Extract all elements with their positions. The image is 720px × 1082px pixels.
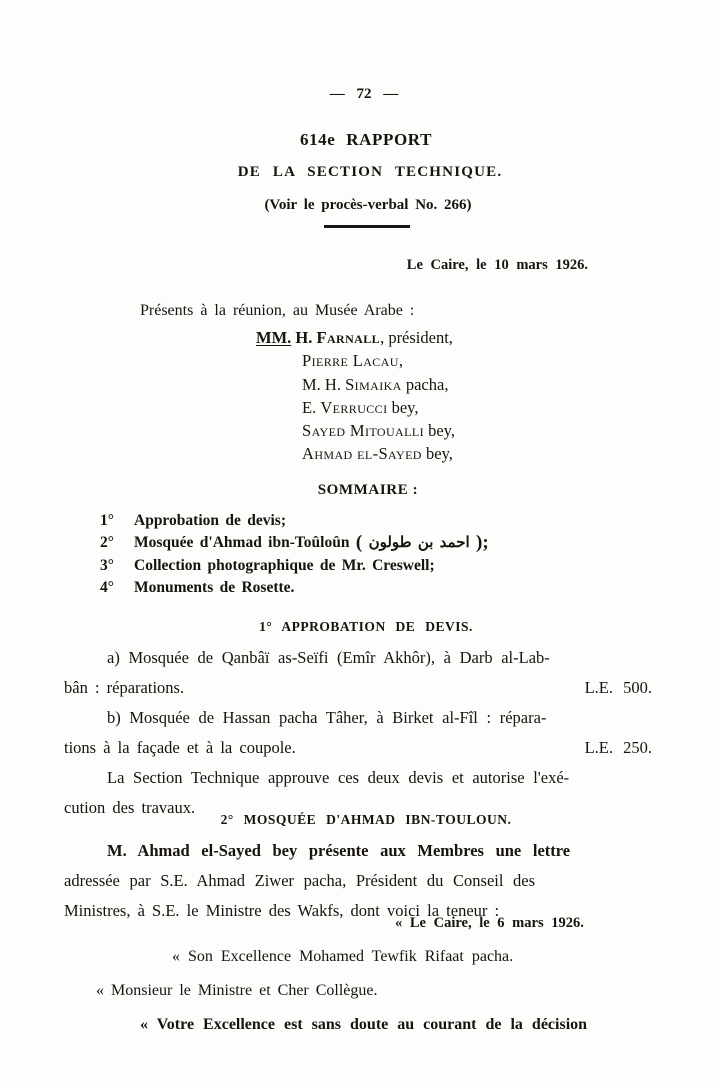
report-title: 614e RAPPORT	[299, 130, 433, 149]
section2-heading: 2° MOSQUÉE D'AHMAD IBN-TOULOUN.	[220, 812, 512, 827]
attendee-row: Pierre Lacau,	[302, 351, 403, 371]
divider-rule	[324, 225, 410, 228]
attendee-row: M. H. Simaika pacha,	[302, 374, 449, 394]
presence-intro: Présents à la réunion, au Musée Arabe :	[140, 302, 415, 319]
section2-para-line3: Ministres, à S.E. le Ministre des Wakfs, dont voici la teneur :	[64, 901, 500, 920]
attendee-name: Ahmad el-Sayed	[302, 444, 422, 464]
attendee-row: E. Verrucci bey,	[302, 397, 419, 417]
sommaire-list	[100, 510, 489, 600]
letter-line-salutation: « Son Excellence Mohamed Tewfik Rifaat pacha.	[172, 948, 514, 965]
letter-dateline: « Le Caire, le 6 mars 1926.	[395, 915, 584, 931]
attendee-row: Sayed Mitoualli bey,	[302, 421, 455, 441]
report-subtitle: DE LA SECTION TECHNIQUE.	[237, 164, 503, 180]
attendee-name: Sayed Mitoualli	[302, 421, 424, 441]
attendee-name: Simaika	[345, 374, 402, 394]
devis-item-a-price: L.E. 500.	[584, 678, 652, 697]
attendee-name: Pierre Lacau	[302, 351, 399, 371]
attendee-name: Verrucci	[320, 397, 388, 417]
section2-paragraph	[64, 836, 652, 926]
section2-para-line1: M. Ahmad el-Sayed bey présente aux Membres une lettre	[107, 841, 571, 860]
devis-item-b-line2: tions à la façade et à la coupole. L.E. 250.	[64, 733, 652, 763]
devis-item-a-line1: a) Mosquée de Qanbâï as-Seïfi (Emîr Akhôr), à Darb al-Lab-	[107, 648, 550, 667]
arabic-paren-open: (	[355, 532, 363, 554]
letter-line-body: « Votre Excellence est sans doute au courant de la décision	[140, 1016, 588, 1033]
page-number: — 72 —	[329, 86, 399, 102]
section1-closing-line2: cution des travaux.	[64, 798, 196, 817]
section1-heading: 1° APPROBATION DE DEVIS.	[259, 619, 473, 634]
section1-closing-line1: La Section Technique approuve ces deux devis et autorise l'exé-	[107, 768, 570, 787]
sommaire-item: 2° Mosquée d'Ahmad ibn-Toûloûn ( احمد بن طولون );	[100, 532, 489, 554]
letter-line-greeting: « Monsieur le Ministre et Cher Collègue.	[96, 982, 378, 999]
section1-body	[64, 643, 652, 823]
sommaire-item: 1° Approbation de devis;	[100, 512, 286, 529]
dateline: Le Caire, le 10 mars 1926.	[406, 257, 588, 273]
devis-item-b-price: L.E. 250.	[584, 738, 652, 757]
attendee-row: MM. H. Farnall, président,	[256, 328, 453, 347]
arabic-name: احمد بن طولون	[368, 535, 470, 552]
sommaire-item: 3° Collection photographique de Mr. Creswell;	[100, 556, 435, 574]
devis-item-b-line1: b) Mosquée de Hassan pacha Tâher, à Birket al-Fîl : répara-	[107, 708, 547, 727]
devis-item-a-line2: bân : réparations. L.E. 500.	[64, 673, 652, 703]
attendee-list	[256, 326, 455, 466]
section2-para-line2: adressée par S.E. Ahmad Ziwer pacha, Président du Conseil des	[64, 871, 536, 890]
reference-note: (Voir le procès-verbal No. 266)	[264, 197, 472, 213]
sommaire-heading: SOMMAIRE :	[317, 482, 419, 498]
attendee-name: Farnall	[316, 328, 381, 347]
arabic-paren-close: );	[476, 532, 489, 554]
attendee-row: Ahmad el-Sayed bey,	[302, 444, 453, 464]
sommaire-item: 4° Monuments de Rosette.	[100, 579, 295, 597]
